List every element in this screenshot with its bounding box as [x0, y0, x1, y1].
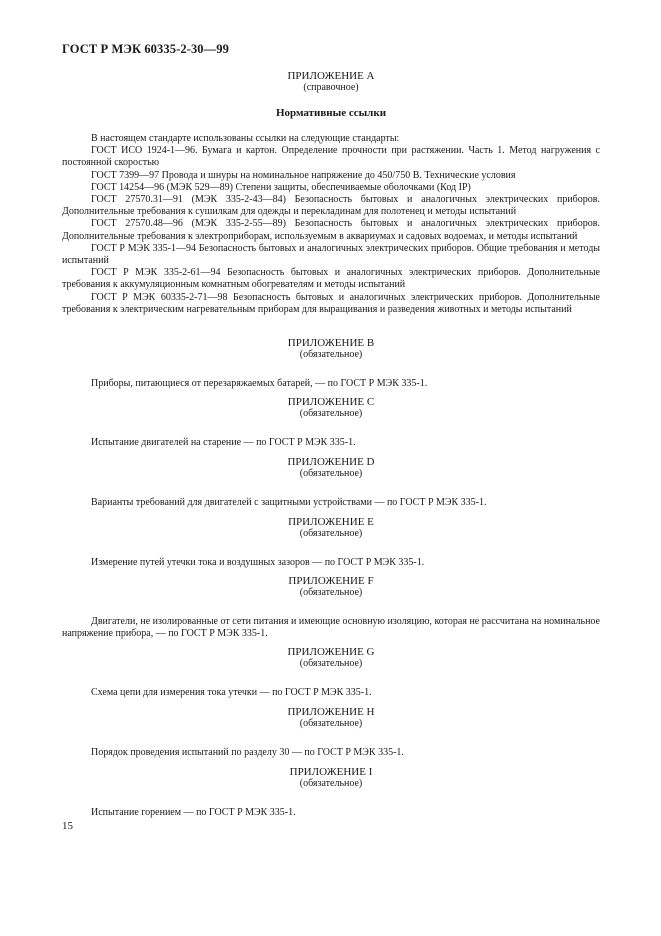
appendix-title: ПРИЛОЖЕНИЕ I — [289, 766, 373, 778]
reference-paragraph: ГОСТ 27570.31—91 (МЭК 335-2-43—84) Безопасность бытовых и аналогичных электрических приборов. Дополнительные требования к сушилкам для одежды и перекладинам для полотенец и методы испытаний — [62, 194, 600, 218]
reference-paragraph: ГОСТ ИСО 1924-1—96. Бумага и картон. Определение прочности при растяжении. Часть 1. Метод нагружения с постоянной скоростью — [62, 145, 600, 169]
appendix-status: (обязательное) — [299, 468, 363, 479]
appendix-statement: Двигатели, не изолированные от сети питания и имеющие основную изоляцию, которая не рассчитана на номинальное напряжение прибора, — по ГОСТ Р МЭК 335-1. — [62, 616, 600, 640]
appendix-title: ПРИЛОЖЕНИЕ В — [287, 337, 375, 349]
appendix-title: ПРИЛОЖЕНИЕ Н — [287, 706, 375, 718]
appendix-statement: Испытание двигателей на старение — по ГОСТ Р МЭК 335-1. — [91, 437, 356, 448]
appendix-statement: Порядок проведения испытаний по разделу 30 — по ГОСТ Р МЭК 335-1. — [91, 747, 404, 758]
appendix-status: (обязательное) — [299, 528, 363, 539]
appendix-title: ПРИЛОЖЕНИЕ D — [287, 456, 375, 468]
appendix-a-section — [62, 70, 600, 316]
appendix-status: (обязательное) — [299, 349, 363, 360]
reference-paragraph: ГОСТ Р МЭК 335-1—94 Безопасность бытовых и аналогичных электрических приборов. Общие требования и методы испытаний — [62, 242, 600, 267]
appendix-e-section — [62, 516, 600, 569]
appendix-a-title: ПРИЛОЖЕНИЕ А — [287, 70, 375, 82]
appendix-d-section — [62, 456, 600, 509]
appendix-a-status: (справочное) — [303, 82, 359, 93]
appendix-g-section — [62, 646, 600, 699]
appendix-status: (обязательное) — [299, 658, 363, 669]
appendix-c-section — [62, 396, 600, 449]
reference-paragraph: ГОСТ 14254—96 (МЭК 529—89) Степени защиты, обеспечиваемые оболочками (Код IP) — [91, 181, 471, 193]
appendix-title: ПРИЛОЖЕНИЕ С — [287, 396, 375, 408]
appendix-title: ПРИЛОЖЕНИЕ Е — [288, 516, 374, 528]
appendix-title: ПРИЛОЖЕНИЕ F — [288, 575, 374, 587]
appendix-i-section — [62, 766, 600, 819]
reference-paragraph: В настоящем стандарте использованы ссылки на следующие стандарты: — [91, 133, 400, 144]
appendix-b-section — [62, 337, 600, 390]
appendix-statement: Схема цепи для измерения тока утечки — по ГОСТ Р МЭК 335-1. — [91, 687, 372, 698]
document-header-code: ГОСТ Р МЭК 60335-2-30—99 — [62, 42, 229, 56]
appendix-statement: Испытание горением — по ГОСТ Р МЭК 335-1. — [91, 807, 296, 818]
appendix-statement: Приборы, питающиеся от перезаряжаемых батарей, — по ГОСТ Р МЭК 335-1. — [91, 378, 428, 389]
appendix-status: (обязательное) — [299, 778, 363, 789]
appendix-h-section — [62, 706, 600, 759]
appendix-title: ПРИЛОЖЕНИЕ G — [287, 646, 375, 658]
reference-paragraph: ГОСТ Р МЭК 60335-2-71—98 Безопасность бытовых и аналогичных электрических приборов. Дополнительные требования к электрическим нагревательным приборам для выращивания и разведения животных и методы испытаний — [62, 291, 600, 315]
appendix-statement: Варианты требований для двигателей с защитными устройствами — по ГОСТ Р МЭК 335-1. — [91, 497, 487, 508]
reference-paragraph: ГОСТ 7399—97 Провода и шнуры на номинальное напряжение до 450/750 В. Технические условия — [91, 169, 516, 181]
appendix-status: (обязательное) — [299, 408, 363, 419]
appendix-status: (обязательное) — [299, 718, 363, 729]
appendix-f-section — [62, 575, 600, 640]
page-number: 15 — [62, 820, 73, 832]
reference-paragraph: ГОСТ 27570.48—96 (МЭК 335-2-55—89) Безопасность бытовых и аналогичных электрических приборов. Дополнительные требования к электроприборам, используемым в аквариумах и садовых водоемах, и методы испытаний — [62, 218, 600, 242]
reference-paragraph: ГОСТ Р МЭК 335-2-61—94 Безопасность бытовых и аналогичных электрических приборов. Дополнительные требования к аккумуляционным комнатным обогревателям и методы испытаний — [62, 267, 600, 291]
appendix-status: (обязательное) — [299, 587, 363, 598]
normative-references-heading: Нормативные ссылки — [275, 107, 387, 119]
appendix-statement: Измерение путей утечки тока и воздушных зазоров — по ГОСТ Р МЭК 335-1. — [91, 557, 425, 568]
